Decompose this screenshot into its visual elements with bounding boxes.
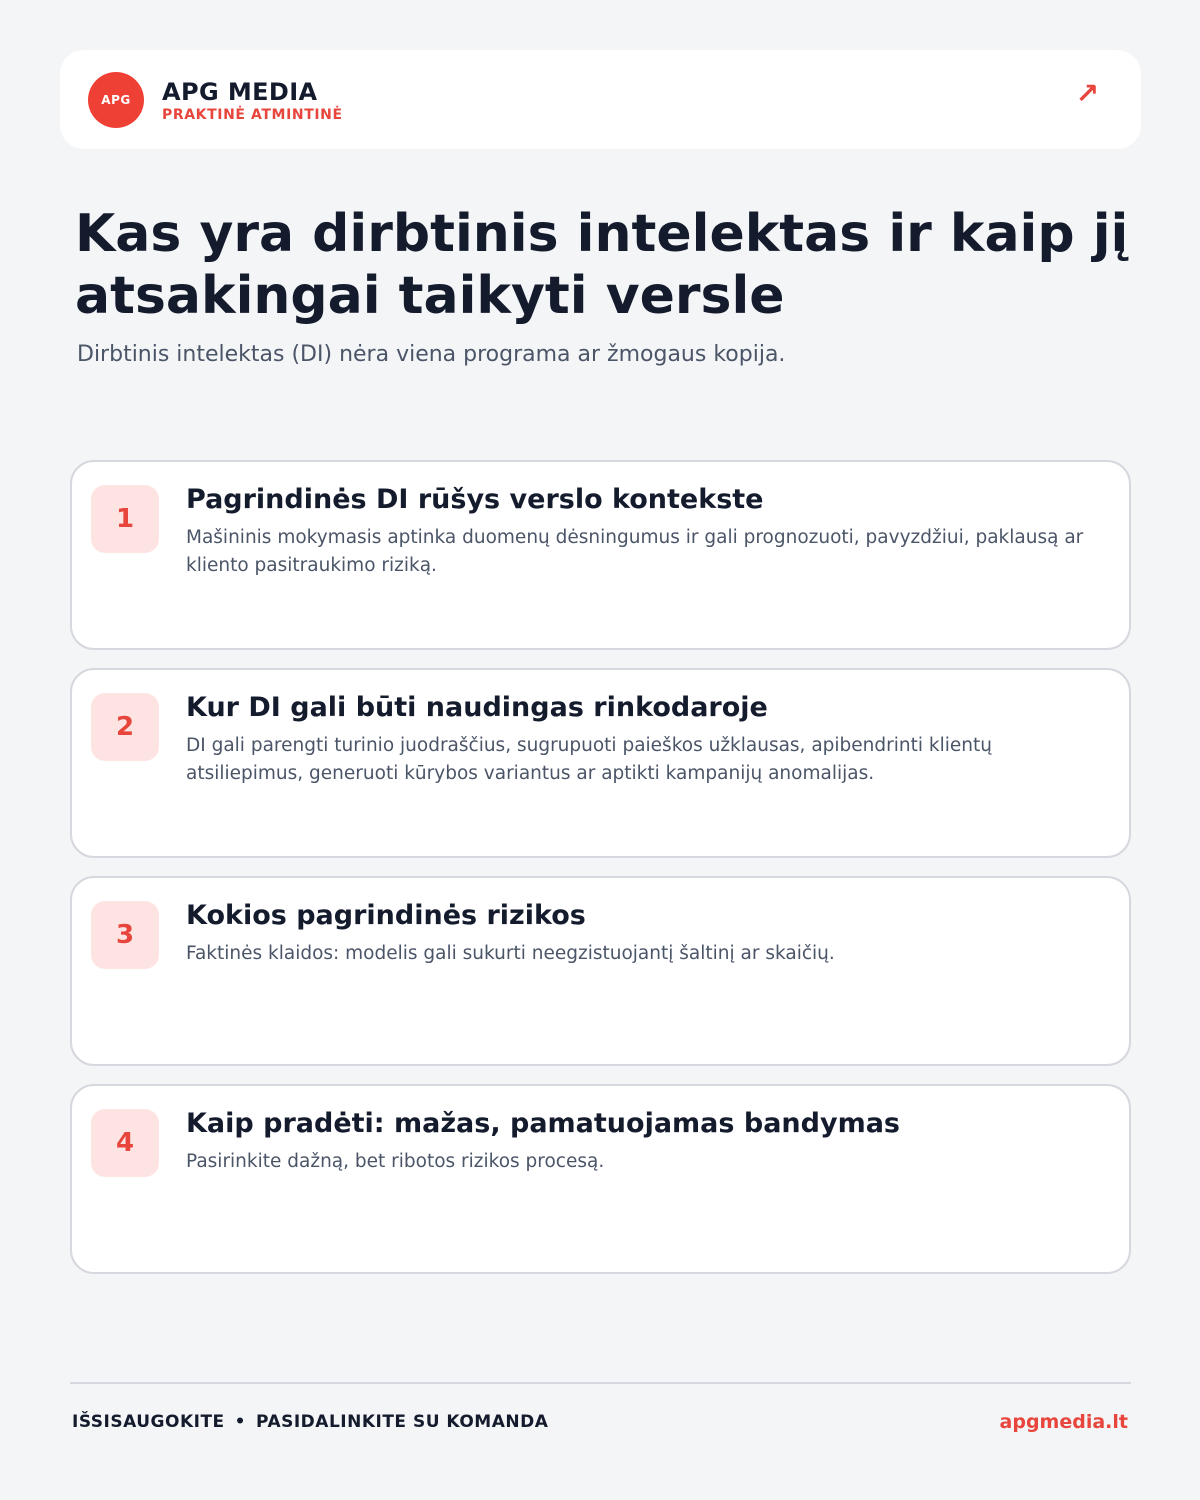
card-4 [70, 1084, 1131, 1274]
card-title: Kaip pradėti: mažas, pamatuojamas bandymas [186, 1108, 900, 1139]
card-2 [70, 668, 1131, 858]
card-list [70, 460, 1131, 1292]
card-number-badge: 3 [91, 901, 159, 969]
card-body: DI gali parengti turinio juodraščius, sugrupuoti paieškos užklausas, apibendrinti klientų atsiliepimus, generuoti kūrybos variantus ar aptikti kampanijų anomalijas. [186, 735, 992, 784]
card-body: Faktinės klaidos: modelis gali sukurti neegzistuojantį šaltinį ar skaičių. [186, 943, 835, 964]
page-subtitle: Dirbtinis intelektas (DI) nėra viena programa ar žmogaus kopija. [77, 342, 786, 367]
brand-logo: APG [88, 72, 144, 128]
page-title: Kas yra dirbtinis intelektas ir kaip jį atsakingai taikyti versle [75, 204, 1129, 326]
footer-save-text: IŠSISAUGOKITE [72, 1412, 225, 1432]
footer-cta [72, 1412, 548, 1432]
brand-subtitle: PRAKTINĖ ATMINTINĖ [162, 107, 343, 123]
card-title: Kur DI gali būti naudingas rinkodaroje [186, 692, 768, 723]
header-bar [60, 50, 1141, 149]
footer-separator: • [234, 1412, 247, 1432]
card-number-badge: 1 [91, 485, 159, 553]
arrow-up-right-icon[interactable]: ↗ [1075, 77, 1099, 110]
card-title: Kokios pagrindinės rizikos [186, 900, 586, 931]
card-title: Pagrindinės DI rūšys verslo kontekste [186, 484, 764, 515]
card-number-badge: 2 [91, 693, 159, 761]
footer-share-text: PASIDALINKITE SU KOMANDA [256, 1412, 549, 1432]
card-number-badge: 4 [91, 1109, 159, 1177]
footer-divider [70, 1382, 1131, 1384]
card-body: Mašininis mokymasis aptinka duomenų dėsningumus ir gali prognozuoti, pavyzdžiui, paklausą ar kliento pasitraukimo riziką. [186, 527, 1084, 576]
card-body: Pasirinkite dažną, bet ribotos rizikos procesą. [186, 1151, 605, 1172]
footer-site-link[interactable]: apgmedia.lt [999, 1411, 1128, 1433]
brand-name: APG MEDIA [162, 78, 318, 106]
card-1 [70, 460, 1131, 650]
card-3 [70, 876, 1131, 1066]
